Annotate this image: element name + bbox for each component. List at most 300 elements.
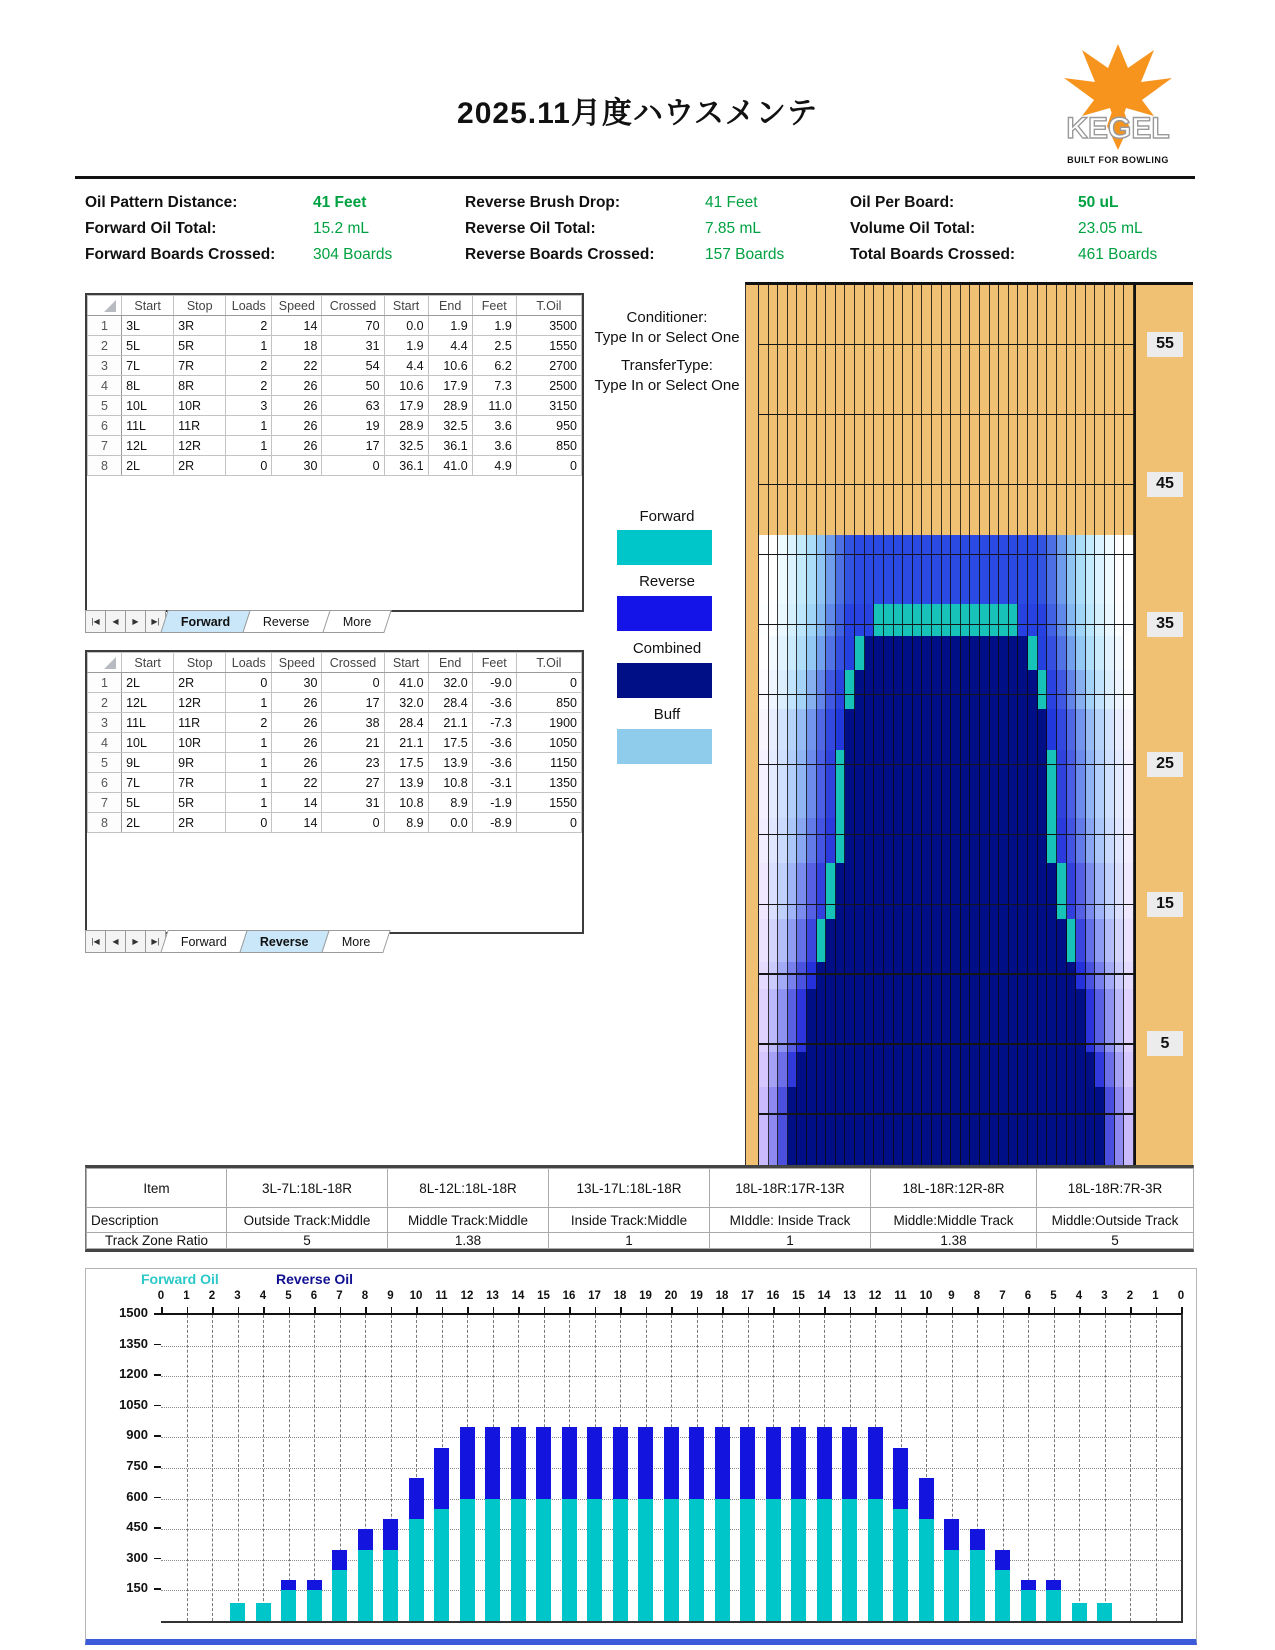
forward-oil-segment bbox=[613, 1499, 628, 1621]
y-axis-tick bbox=[154, 1558, 161, 1560]
lane-cell bbox=[980, 285, 990, 535]
cell: 28.4 bbox=[384, 713, 428, 733]
lane-cell bbox=[951, 636, 961, 670]
lane-cell bbox=[1018, 919, 1028, 962]
forward-oil-segment bbox=[1046, 1590, 1061, 1621]
cell: 12R bbox=[174, 436, 226, 456]
cell: 70 bbox=[322, 316, 384, 336]
cell: 0.0 bbox=[428, 813, 472, 833]
tab-more[interactable] bbox=[322, 610, 392, 633]
lane-cell bbox=[788, 285, 798, 535]
tab-reverse[interactable] bbox=[243, 610, 331, 633]
lane-cell bbox=[817, 818, 827, 863]
lane-cell bbox=[1076, 709, 1086, 750]
lane-cell bbox=[759, 962, 769, 989]
x-axis-tick bbox=[748, 1307, 750, 1313]
x-axis-label: 18 bbox=[715, 1290, 729, 1302]
lane-cell bbox=[913, 604, 923, 636]
x-axis-tick bbox=[263, 1307, 265, 1313]
lane-cell bbox=[951, 989, 961, 1052]
lane-cell bbox=[922, 962, 932, 989]
lane-cell bbox=[1076, 750, 1086, 819]
reverse-oil-segment bbox=[460, 1427, 475, 1498]
lane-cell bbox=[932, 636, 942, 670]
y-axis-label: 1050 bbox=[119, 1396, 148, 1412]
lane-oil-pattern-graphic bbox=[745, 282, 1193, 1168]
lane-cell bbox=[884, 670, 894, 709]
cell: 3 bbox=[226, 396, 272, 416]
lane-cell bbox=[1047, 636, 1057, 670]
lane-cell bbox=[1038, 604, 1048, 636]
vertical-gridline bbox=[1156, 1315, 1157, 1621]
cell: 0 bbox=[516, 673, 581, 693]
cell: 2 bbox=[226, 356, 272, 376]
lane-cell bbox=[855, 285, 865, 535]
lane-cell bbox=[769, 1087, 779, 1168]
x-axis-label: 17 bbox=[588, 1290, 601, 1302]
lane-5ft-gridline bbox=[759, 764, 1134, 766]
lane-cell bbox=[1105, 1052, 1115, 1087]
lane-cell bbox=[769, 604, 779, 636]
lane-cell bbox=[980, 919, 990, 962]
x-axis-tick bbox=[340, 1307, 342, 1313]
last-record-button[interactable]: ▶| bbox=[145, 930, 166, 953]
lane-cell bbox=[1047, 709, 1057, 750]
lane-5ft-gridline bbox=[759, 904, 1134, 906]
lane-cell bbox=[884, 1087, 894, 1168]
prev-record-button[interactable]: ◀ bbox=[105, 930, 126, 953]
ratio-cell: 3L-7L:18L-18R bbox=[227, 1169, 388, 1208]
row-number: 6 bbox=[88, 773, 122, 793]
forward-oil-segment bbox=[791, 1499, 806, 1621]
lane-cell bbox=[769, 863, 779, 919]
x-axis-tick bbox=[416, 1307, 418, 1313]
column-header: Stop bbox=[174, 653, 226, 673]
lane-cell bbox=[990, 750, 1000, 819]
lane-cell bbox=[778, 670, 788, 709]
info-value: 41 Feet bbox=[313, 194, 367, 211]
forward-oil-table bbox=[85, 293, 584, 612]
cell: 4.4 bbox=[428, 336, 472, 356]
lane-cell bbox=[759, 863, 769, 919]
y-axis-tick bbox=[154, 1435, 161, 1437]
lane-cell bbox=[922, 1087, 932, 1168]
lane-cell bbox=[759, 750, 769, 819]
ratio-cell: Middle:Middle Track bbox=[871, 1208, 1037, 1233]
lane-cell bbox=[903, 1087, 913, 1168]
reverse-oil-segment bbox=[689, 1427, 704, 1498]
lane-cell bbox=[769, 989, 779, 1052]
x-axis-label: 10 bbox=[409, 1290, 423, 1302]
lane-cell bbox=[990, 962, 1000, 989]
cell: 1 bbox=[226, 436, 272, 456]
ratio-cell: Middle:Outside Track bbox=[1037, 1208, 1194, 1233]
lane-cell bbox=[913, 919, 923, 962]
lane-cell bbox=[865, 604, 875, 636]
lane-cell bbox=[942, 604, 952, 636]
lane-cell bbox=[1047, 989, 1057, 1052]
cell: 1.9 bbox=[472, 316, 516, 336]
lane-cell bbox=[884, 863, 894, 919]
lane-cell bbox=[807, 919, 817, 962]
column-header: Feet bbox=[472, 653, 516, 673]
oil-bar-board-13 bbox=[842, 1427, 857, 1621]
conditioner-label: Conditioner: bbox=[626, 309, 708, 326]
first-record-button[interactable]: |◀ bbox=[85, 930, 106, 953]
cell: 850 bbox=[516, 436, 581, 456]
lane-cell bbox=[903, 604, 913, 636]
cell: -3.6 bbox=[472, 733, 516, 753]
x-axis-tick bbox=[1054, 1307, 1056, 1313]
lane-cell bbox=[884, 709, 894, 750]
lane-cell bbox=[922, 670, 932, 709]
conditioner-hint[interactable]: Type In or Select One bbox=[594, 329, 740, 346]
cell: 31 bbox=[322, 793, 384, 813]
cell: 26 bbox=[272, 376, 322, 396]
cell: 3.6 bbox=[472, 436, 516, 456]
lane-cell bbox=[1057, 709, 1067, 750]
lane-cell bbox=[884, 1052, 894, 1087]
cell: 3500 bbox=[516, 316, 581, 336]
lane-cell bbox=[970, 670, 980, 709]
sheet-header-row bbox=[88, 653, 582, 673]
lane-cell bbox=[1018, 863, 1028, 919]
cell: 28.9 bbox=[428, 396, 472, 416]
lane-cell bbox=[1018, 535, 1028, 604]
lane-cell bbox=[778, 1087, 788, 1168]
lane-cell bbox=[1009, 863, 1019, 919]
lane-cell bbox=[769, 1052, 779, 1087]
lane-cell bbox=[942, 1052, 952, 1087]
lane-cell bbox=[1067, 604, 1077, 636]
lane-cell bbox=[913, 709, 923, 750]
lane-cell bbox=[1076, 919, 1086, 962]
transfer-type-hint[interactable]: Type In or Select One bbox=[594, 377, 740, 394]
first-record-button[interactable]: |◀ bbox=[85, 610, 106, 633]
lane-cell bbox=[884, 919, 894, 962]
lane-cell bbox=[999, 863, 1009, 919]
select-all-cell bbox=[88, 653, 122, 673]
lane-5ft-gridline bbox=[759, 484, 1134, 486]
lane-cell bbox=[961, 709, 971, 750]
lane-cell bbox=[913, 989, 923, 1052]
lane-cell bbox=[951, 919, 961, 962]
lane-cell bbox=[855, 636, 865, 670]
lane-cell bbox=[922, 636, 932, 670]
cell: 4.9 bbox=[472, 456, 516, 476]
lane-cell bbox=[1124, 636, 1134, 670]
lane-cell bbox=[1115, 636, 1125, 670]
next-record-button[interactable]: ▶ bbox=[125, 930, 146, 953]
lane-cell bbox=[826, 709, 836, 750]
cell: 1 bbox=[226, 416, 272, 436]
ratio-cell: MIddle: Inside Track bbox=[710, 1208, 871, 1233]
row-number: 2 bbox=[88, 693, 122, 713]
cell: 2 bbox=[226, 376, 272, 396]
lane-cell bbox=[1105, 863, 1115, 919]
cell: 36.1 bbox=[428, 436, 472, 456]
lane-cell bbox=[788, 1052, 798, 1087]
lane-cell bbox=[1047, 285, 1057, 535]
column-header: Feet bbox=[472, 296, 516, 316]
cell: 27 bbox=[322, 773, 384, 793]
lane-cell bbox=[1105, 919, 1115, 962]
lane-cell bbox=[942, 863, 952, 919]
lane-cell bbox=[1057, 962, 1067, 989]
cell: 63 bbox=[322, 396, 384, 416]
lane-cell bbox=[1018, 670, 1028, 709]
lane-cell bbox=[1086, 962, 1096, 989]
oil-bar-board-8 bbox=[970, 1529, 985, 1621]
lane-cell bbox=[894, 989, 904, 1052]
cell: 3.6 bbox=[472, 416, 516, 436]
lane-band bbox=[759, 709, 1134, 750]
cell: 10.6 bbox=[428, 356, 472, 376]
lane-cell bbox=[942, 285, 952, 535]
lane-cell bbox=[894, 1087, 904, 1168]
lane-cell bbox=[990, 535, 1000, 604]
forward-oil-segment bbox=[587, 1499, 602, 1621]
last-record-button[interactable]: ▶| bbox=[145, 610, 166, 633]
cell: 11L bbox=[122, 713, 174, 733]
lane-cell bbox=[990, 1052, 1000, 1087]
lane-cell bbox=[759, 535, 769, 604]
lane-cell bbox=[999, 709, 1009, 750]
lane-cell bbox=[1028, 989, 1038, 1052]
lane-cell bbox=[932, 989, 942, 1052]
cell: 950 bbox=[516, 416, 581, 436]
lane-band bbox=[759, 636, 1134, 670]
lane-cell bbox=[865, 670, 875, 709]
lane-cell bbox=[836, 818, 846, 863]
lane-cell bbox=[1047, 863, 1057, 919]
lane-cell bbox=[942, 709, 952, 750]
lane-cell bbox=[759, 670, 769, 709]
cell: 1.9 bbox=[428, 316, 472, 336]
vertical-gridline bbox=[238, 1315, 239, 1621]
lane-cell bbox=[1038, 636, 1048, 670]
tab-label: Forward bbox=[181, 614, 231, 629]
cell: 8L bbox=[122, 376, 174, 396]
info-label: Oil Pattern Distance: bbox=[85, 194, 238, 211]
lane-cell bbox=[1076, 285, 1086, 535]
lane-cell bbox=[922, 535, 932, 604]
tab-forward[interactable] bbox=[160, 610, 251, 633]
lane-cell bbox=[865, 750, 875, 819]
cell: 2R bbox=[174, 673, 226, 693]
lane-cell bbox=[922, 1052, 932, 1087]
lane-cell bbox=[922, 818, 932, 863]
lane-cell bbox=[1018, 750, 1028, 819]
info-value: 157 Boards bbox=[705, 246, 785, 263]
lane-cell bbox=[894, 670, 904, 709]
legend-reverse-label: Reverse bbox=[639, 573, 695, 590]
column-header: T.Oil bbox=[516, 653, 581, 673]
lane-cell bbox=[855, 919, 865, 962]
row-number: 2 bbox=[88, 336, 122, 356]
forward-table-tabbar bbox=[85, 610, 388, 633]
lane-cell bbox=[1124, 863, 1134, 919]
lane-cell bbox=[942, 1087, 952, 1168]
lane-cell bbox=[874, 962, 884, 989]
chart-forward-series-label: Forward Oil bbox=[141, 1271, 219, 1287]
oil-bar-board-16 bbox=[562, 1427, 577, 1621]
cell: 1900 bbox=[516, 713, 581, 733]
tab-more[interactable] bbox=[321, 930, 391, 953]
legend-reverse-swatch bbox=[617, 596, 712, 631]
forward-oil-segment bbox=[842, 1499, 857, 1621]
lane-5ft-gridline bbox=[759, 1043, 1134, 1045]
lane-cell bbox=[1038, 750, 1048, 819]
lane-cell bbox=[999, 636, 1009, 670]
y-axis-tick bbox=[154, 1374, 161, 1376]
lane-cell bbox=[1028, 636, 1038, 670]
lane-cell bbox=[865, 709, 875, 750]
corner-triangle-icon bbox=[104, 657, 116, 669]
lane-cell bbox=[797, 604, 807, 636]
lane-cell bbox=[1076, 989, 1086, 1052]
transfer-type-label: TransferType: bbox=[621, 357, 713, 374]
lane-cell bbox=[778, 962, 788, 989]
next-record-button[interactable]: ▶ bbox=[125, 610, 146, 633]
lane-cell bbox=[1047, 750, 1057, 819]
lane-cell bbox=[807, 1087, 817, 1168]
lane-cell bbox=[1009, 1087, 1019, 1168]
table-row bbox=[88, 773, 582, 793]
lane-cell bbox=[951, 1087, 961, 1168]
lane-cell bbox=[769, 962, 779, 989]
lane-cell bbox=[980, 1052, 990, 1087]
lane-cell bbox=[894, 535, 904, 604]
lane-cell bbox=[1095, 919, 1105, 962]
table-row bbox=[88, 456, 582, 476]
lane-cell bbox=[865, 636, 875, 670]
lane-band bbox=[759, 818, 1134, 863]
lane-cell bbox=[980, 989, 990, 1052]
lane-cell bbox=[817, 535, 827, 604]
lane-cell bbox=[1018, 709, 1028, 750]
x-axis-tick bbox=[1105, 1307, 1107, 1313]
oil-bar-board-3 bbox=[1097, 1603, 1112, 1621]
forward-oil-segment bbox=[409, 1519, 424, 1621]
lane-cell bbox=[874, 709, 884, 750]
x-axis-label: 6 bbox=[310, 1290, 318, 1302]
lane-cell bbox=[778, 818, 788, 863]
lane-cell bbox=[999, 670, 1009, 709]
lane-cell bbox=[874, 1052, 884, 1087]
cell: 5R bbox=[174, 793, 226, 813]
cell: 0 bbox=[322, 673, 384, 693]
reverse-oil-segment bbox=[613, 1427, 628, 1498]
lane-cell bbox=[855, 709, 865, 750]
info-column-3 bbox=[850, 190, 1157, 268]
forward-oil-segment bbox=[511, 1499, 526, 1621]
x-axis-tick bbox=[187, 1307, 189, 1313]
lane-cell bbox=[1028, 750, 1038, 819]
lane-cell bbox=[1115, 750, 1125, 819]
lane-cell bbox=[1086, 750, 1096, 819]
table-row bbox=[88, 336, 582, 356]
lane-cell bbox=[845, 962, 855, 989]
oil-bar-board-19 bbox=[689, 1427, 704, 1621]
lane-cell bbox=[759, 285, 769, 535]
x-axis-label: 7 bbox=[999, 1290, 1006, 1302]
cell: 7L bbox=[122, 356, 174, 376]
cell: 1050 bbox=[516, 733, 581, 753]
lane-cell bbox=[932, 1052, 942, 1087]
lane-cell bbox=[894, 818, 904, 863]
tab-reverse[interactable] bbox=[239, 930, 329, 953]
tab-forward[interactable] bbox=[160, 930, 247, 953]
prev-record-button[interactable]: ◀ bbox=[105, 610, 126, 633]
oil-bar-board-12 bbox=[460, 1427, 475, 1621]
kegel-logo bbox=[1048, 42, 1188, 174]
phoenix-icon bbox=[1048, 42, 1188, 154]
lane-cell bbox=[1105, 604, 1115, 636]
vertical-gridline bbox=[187, 1315, 188, 1621]
lane-cell bbox=[913, 670, 923, 709]
x-axis-label: 16 bbox=[766, 1290, 780, 1302]
x-axis-label: 10 bbox=[919, 1290, 933, 1302]
cell: 23 bbox=[322, 753, 384, 773]
x-axis-label: 13 bbox=[486, 1290, 499, 1302]
lane-cell bbox=[1115, 535, 1125, 604]
lane-cell bbox=[836, 1052, 846, 1087]
y-axis-label: 1500 bbox=[119, 1305, 148, 1320]
lane-cell bbox=[769, 709, 779, 750]
row-number: 3 bbox=[88, 713, 122, 733]
legend-forward-label: Forward bbox=[639, 508, 695, 525]
lane-cell bbox=[999, 535, 1009, 604]
info-label: Forward Oil Total: bbox=[85, 220, 217, 237]
lane-cell bbox=[942, 636, 952, 670]
reverse-oil-segment bbox=[715, 1427, 730, 1498]
x-axis-tick bbox=[1028, 1307, 1030, 1313]
x-axis-tick bbox=[518, 1307, 520, 1313]
lane-cell bbox=[980, 863, 990, 919]
x-axis-label: 5 bbox=[1050, 1290, 1057, 1302]
distance-marker-25: 25 bbox=[1147, 752, 1183, 777]
lane-cell bbox=[970, 919, 980, 962]
reverse-oil-segment bbox=[485, 1427, 500, 1498]
lane-cell bbox=[865, 818, 875, 863]
lane-cell bbox=[836, 962, 846, 989]
lane-cell bbox=[903, 863, 913, 919]
cell: 850 bbox=[516, 693, 581, 713]
ratio-cell: 18L-18R:12R-8R bbox=[871, 1169, 1037, 1208]
reverse-oil-segment bbox=[434, 1448, 449, 1509]
lane-cell bbox=[759, 709, 769, 750]
lane-cell bbox=[1115, 818, 1125, 863]
x-axis-label: 19 bbox=[690, 1290, 703, 1302]
lane-cell bbox=[1067, 818, 1077, 863]
cell: 41.0 bbox=[384, 673, 428, 693]
lane-cell bbox=[961, 750, 971, 819]
lane-5ft-gridline bbox=[759, 1113, 1134, 1115]
cell: 2 bbox=[226, 316, 272, 336]
lane-cell bbox=[1018, 989, 1028, 1052]
cell: 18 bbox=[272, 336, 322, 356]
cell: 1350 bbox=[516, 773, 581, 793]
oil-bar-board-15 bbox=[791, 1427, 806, 1621]
lane-cell bbox=[807, 863, 817, 919]
reverse-oil-segment bbox=[562, 1427, 577, 1498]
cell: 0 bbox=[322, 813, 384, 833]
cell: 2 bbox=[226, 713, 272, 733]
lane-5ft-gridline bbox=[759, 414, 1134, 416]
lane-cell bbox=[826, 919, 836, 962]
lane-cell bbox=[826, 535, 836, 604]
